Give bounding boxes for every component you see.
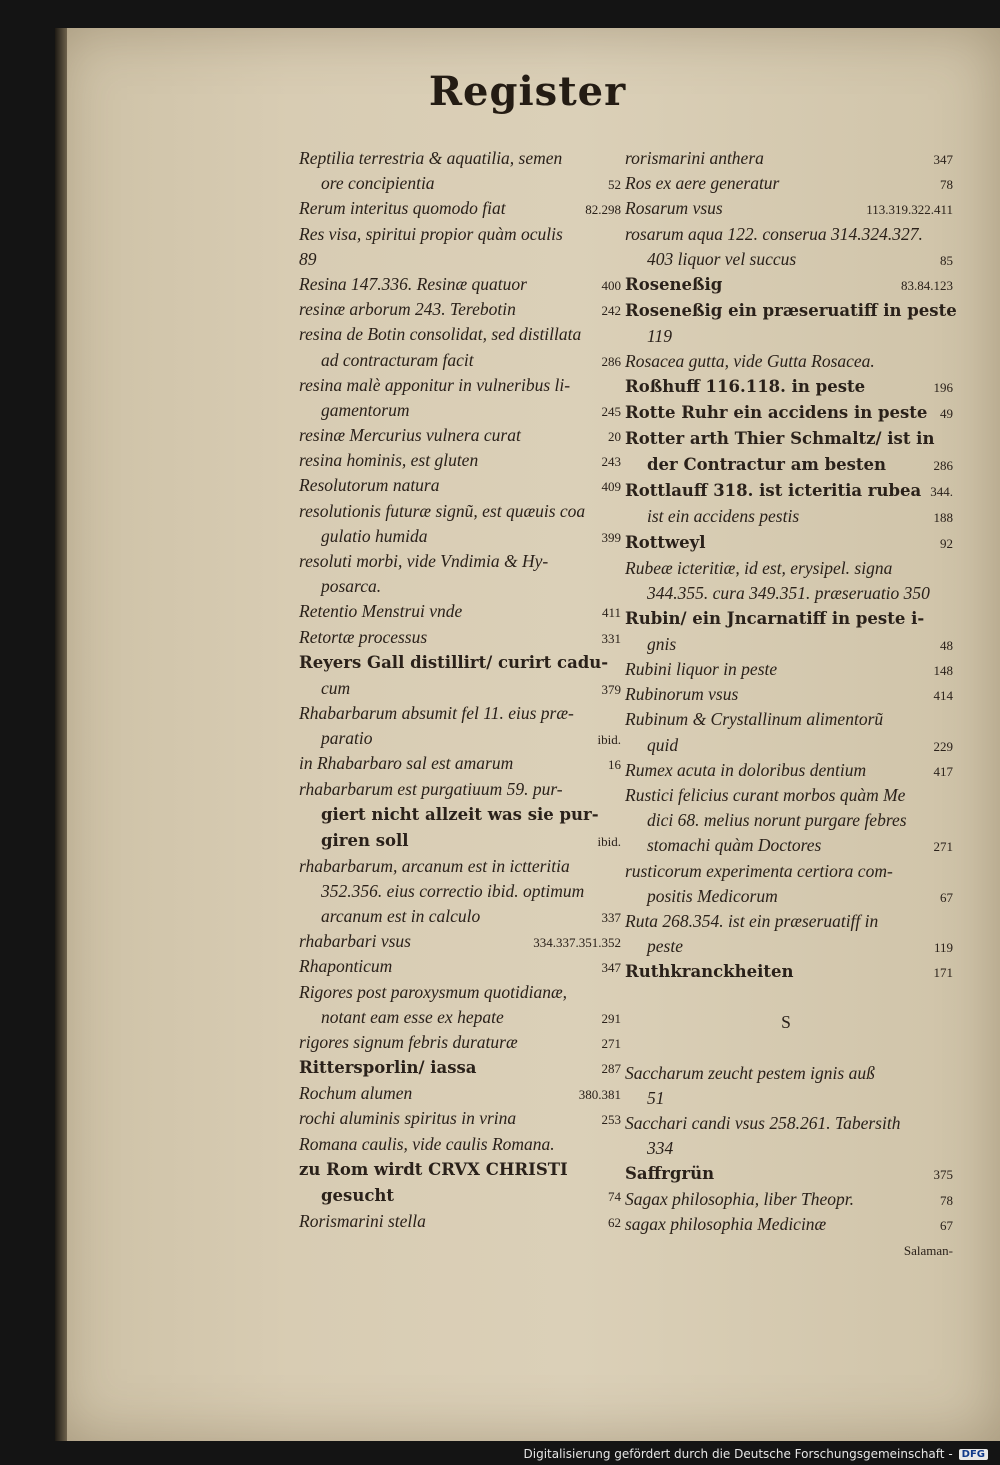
index-entry-text: Sacchari candi vsus 258.261. Tabersith: [625, 1112, 901, 1133]
index-entry-page: 67: [940, 889, 953, 905]
index-entry-text: 89: [299, 248, 317, 269]
index-column-right: [625, 146, 957, 1263]
index-entry-text: Retentio Menstrui vnde: [299, 601, 463, 622]
index-entry: [625, 682, 953, 707]
index-entry: [299, 1183, 621, 1209]
index-entry-text: 352.356. eius correctio ibid. optimum: [321, 880, 585, 901]
index-entry-page: 375: [933, 1167, 953, 1183]
index-entry-text: Rhabarbarum absumit fel 11. eius præ-: [299, 702, 574, 723]
index-entry: [625, 298, 957, 324]
index-entry: [299, 701, 621, 726]
index-entry-text: Saffrgrün: [625, 1164, 715, 1184]
index-entry-page: 337: [601, 910, 621, 926]
index-entry-page: 188: [933, 510, 953, 526]
index-entry-page: 83.84.123: [901, 277, 953, 293]
index-entry: [625, 1036, 953, 1061]
index-entry: [625, 1212, 953, 1237]
index-entry: [625, 1010, 953, 1035]
index-entry: [299, 1005, 621, 1030]
index-entry-text: zu Rom wirdt CRVX CHRISTI: [299, 1159, 568, 1179]
index-entry-page: 245: [601, 403, 621, 419]
index-column-left: [299, 146, 621, 1234]
index-entry: [625, 1086, 953, 1111]
index-entry: [299, 751, 621, 776]
index-entry-page: 400: [601, 277, 621, 293]
index-entry: [625, 452, 953, 478]
index-entry-page: 67: [940, 1218, 953, 1234]
index-entry-page: 286: [933, 458, 953, 474]
index-entry-text: gamentorum: [321, 399, 410, 420]
index-entry: [625, 400, 953, 426]
index-entry: [299, 574, 621, 599]
scanned-page: [55, 28, 1000, 1441]
index-entry-page: 271: [933, 839, 953, 855]
index-entry: [299, 196, 621, 221]
index-entry-page: 113.319.322.411: [866, 202, 953, 218]
index-entry-page: 287: [601, 1061, 621, 1077]
index-entry-text: 344.355. cura 349.351. præseruatio 350: [647, 582, 930, 603]
index-entry: [299, 1081, 621, 1106]
index-entry-page: Salaman-: [903, 1242, 953, 1258]
index-entry: [299, 954, 621, 979]
index-entry: [625, 985, 953, 1010]
index-entry: [299, 222, 621, 247]
index-entry-text: rusticorum experimenta certiora com-: [625, 860, 893, 881]
index-entry: [625, 758, 953, 783]
index-entry: [299, 625, 621, 650]
index-entry: [625, 247, 953, 272]
index-entry-text: resina malè apponitur in vulneribus li-: [299, 374, 571, 395]
index-entry: [299, 726, 621, 751]
index-entry: [299, 904, 621, 929]
index-entry-page: 82.298: [585, 202, 621, 218]
index-entry-text: Rubeæ icteritiæ, id est, erysipel. signa: [625, 557, 893, 578]
index-entry: [625, 324, 953, 349]
index-entry: [625, 504, 953, 529]
index-entry: [625, 808, 953, 833]
index-entry-text: resina hominis, est gluten: [299, 450, 479, 471]
index-entry: [299, 373, 621, 398]
index-entry-text: Rubin/ ein Jncarnatiff in peste i-: [625, 608, 925, 628]
index-entry-page: 78: [940, 1193, 953, 1209]
index-entry: [299, 1132, 621, 1157]
index-entry: [299, 473, 621, 498]
index-entry: [625, 909, 953, 934]
index-entry-page: 16: [608, 757, 621, 773]
index-entry-text: Reyers Gall distillirt/ curirt cadu-: [299, 652, 609, 672]
index-entry-text: Rorismarini stella: [299, 1210, 426, 1231]
index-entry-page: 62: [608, 1214, 621, 1230]
index-entry-text: rhabarbarum est purgatiuum 59. pur-: [299, 778, 563, 799]
index-entry-page: 196: [933, 380, 953, 396]
index-entry-text: Rubinum & Crystallinum alimentorũ: [625, 709, 884, 730]
index-entry-text: resolutionis futuræ signũ, est quæuis coa: [299, 500, 586, 521]
index-entry-text: paratio: [321, 728, 373, 749]
index-entry-text: Rosarum vsus: [625, 198, 723, 219]
index-entry-text: gesucht: [321, 1185, 394, 1205]
index-entry-text: S: [781, 1012, 791, 1033]
index-entry-text: in Rhabarbaro sal est amarum: [299, 753, 514, 774]
footer-text: Digitalisierung gefördert durch die Deutsche Forschungsgemeinschaft -: [523, 1447, 953, 1461]
index-entry-page: 52: [608, 177, 621, 193]
index-entry: [299, 146, 621, 171]
index-entry-page: 74: [608, 1188, 621, 1204]
index-entry: [625, 884, 953, 909]
index-entry: [625, 1238, 953, 1263]
index-entry: [299, 297, 621, 322]
index-entry-text: Rochum alumen: [299, 1083, 413, 1104]
index-entry-text: Retortæ processus: [299, 626, 428, 647]
index-entry: [625, 1111, 953, 1136]
index-entry-page: 148: [933, 663, 953, 679]
index-entry: [299, 676, 621, 701]
index-entry-page: 291: [601, 1010, 621, 1026]
index-entry-text: Resolutorum natura: [299, 475, 440, 496]
index-entry: [625, 581, 953, 606]
index-entry: [625, 426, 953, 452]
index-entry-page: 399: [601, 529, 621, 545]
index-entry: [299, 1030, 621, 1055]
index-entry: [299, 171, 621, 196]
index-entry-text: rorismarini anthera: [625, 148, 764, 168]
index-entry: [625, 272, 953, 298]
index-entry: [299, 348, 621, 373]
index-entry: [299, 828, 621, 854]
index-entry: [299, 802, 621, 828]
index-entry: [299, 247, 621, 272]
index-entry-text: Reptilia terrestria & aquatilia, semen: [299, 148, 563, 168]
index-entry: [625, 349, 953, 374]
index-entry-text: giert nicht allzeit was sie pur-: [321, 804, 599, 824]
index-entry: [299, 398, 621, 423]
index-entry-text: cum: [321, 677, 351, 698]
index-entry-page: 78: [940, 177, 953, 193]
index-entry-text: Ros ex aere generatur: [625, 173, 780, 194]
index-entry-text: Saccharum zeucht pestem ignis auß: [625, 1062, 875, 1083]
index-entry: [625, 196, 953, 221]
index-entry-page: ibid.: [597, 732, 621, 748]
index-entry-text: Rustici felicius curant morbos quàm Me: [625, 785, 906, 805]
index-entry-page: 119: [933, 940, 953, 956]
index-entry-text: resinæ Mercurius vulnera curat: [299, 425, 521, 446]
index-entry-text: rosarum aqua 122. conserua 314.324.327.: [625, 223, 923, 244]
index-entry-text: der Contractur am besten: [647, 455, 887, 475]
index-entry-text: stomachi quàm Doctores: [647, 835, 822, 856]
index-entry-page: 271: [601, 1036, 621, 1051]
index-entry-text: rhabarbarum, arcanum est in ictteritia: [299, 855, 570, 876]
index-entry-text: 51: [647, 1087, 665, 1108]
index-entry: [625, 733, 953, 758]
index-entry-page: 379: [601, 681, 621, 697]
digitization-footer: [524, 1447, 989, 1461]
index-entry: [625, 707, 953, 732]
index-entry: [625, 1161, 953, 1187]
index-entry-text: Ruthkranckheiten: [625, 962, 794, 982]
index-entry: [299, 524, 621, 549]
index-entry-text: giren soll: [321, 830, 409, 850]
index-entry-text: Rotter arth Thier Schmaltz/ ist in: [625, 429, 935, 449]
index-entry: [299, 599, 621, 624]
index-entry-page: 334.337.351.352: [533, 935, 621, 951]
index-entry: [299, 423, 621, 448]
index-entry: [299, 322, 621, 347]
index-entry: [299, 650, 621, 676]
index-entry-page: 417: [933, 763, 953, 779]
index-entry: [625, 1187, 953, 1212]
index-entry: [625, 530, 953, 556]
index-entry: [299, 879, 621, 904]
index-entry-text: Sagax philosophia, liber Theopr.: [625, 1189, 854, 1210]
index-entry: [625, 374, 953, 400]
index-entry-page: ibid.: [597, 833, 621, 849]
index-entry-page: 229: [933, 738, 953, 754]
index-entry: [625, 171, 953, 196]
index-entry-page: 92: [940, 535, 953, 551]
index-entry-text: rhabarbari vsus: [299, 931, 411, 952]
index-entry-page: 49: [940, 406, 953, 422]
index-entry-text: 119: [647, 325, 672, 346]
index-entry-page: 48: [940, 637, 953, 653]
index-entry-page: 243: [601, 454, 621, 470]
index-entry: [299, 854, 621, 879]
index-entry-page: 347: [933, 152, 953, 167]
index-entry-page: 347: [601, 960, 621, 976]
index-entry: [625, 657, 953, 682]
index-entry: [299, 499, 621, 524]
index-entry: [625, 146, 953, 171]
index-entry: [299, 1055, 621, 1081]
index-entry-text: arcanum est in calculo: [321, 906, 481, 927]
index-entry-text: 403 liquor vel succus: [647, 248, 797, 269]
index-entry: [625, 222, 953, 247]
index-entry-page: 85: [940, 252, 953, 268]
index-entry-text: posarca.: [321, 576, 382, 597]
index-entry-page: 411: [601, 605, 621, 621]
index-entry: [625, 859, 953, 884]
index-entry-text: peste: [647, 936, 683, 957]
index-entry-text: Rosacea gutta, vide Gutta Rosacea.: [625, 351, 875, 372]
index-entry-page: 20: [608, 429, 621, 445]
index-entry: [625, 632, 953, 657]
index-entry-page: 253: [601, 1112, 621, 1128]
index-entry-text: quid: [647, 734, 679, 755]
index-entry-page: 344.: [930, 484, 953, 500]
dfg-logo: DFG: [959, 1449, 988, 1460]
index-entry: [299, 929, 621, 954]
index-entry-text: ore concipientia: [321, 173, 435, 194]
index-entry: [299, 1157, 621, 1183]
index-entry-page: 286: [601, 353, 621, 369]
index-entry-text: Roseneßig: [625, 274, 723, 294]
index-entry-text: Rigores post paroxysmum quotidianæ,: [299, 981, 568, 1002]
index-entry-text: Rottlauff 318. ist icteritia rubea: [625, 481, 922, 501]
index-entry-text: Rumex acuta in doloribus dentium: [625, 759, 867, 780]
index-entry-text: gnis: [647, 633, 677, 654]
index-entry-text: Rotte Ruhr ein accidens in peste: [625, 403, 928, 423]
index-entry-page: 171: [933, 965, 953, 981]
index-entry-text: Roseneßig ein præseruatiff in peste: [625, 300, 957, 320]
index-entry: [625, 478, 953, 504]
index-entry: [625, 833, 953, 858]
index-entry-text: Rittersporlin/ iassa: [299, 1058, 477, 1078]
index-entry: [299, 549, 621, 574]
index-entry-text: notant eam esse ex hepate: [321, 1006, 504, 1027]
index-entry: [299, 777, 621, 802]
index-entry-text: Res visa, spiritui propior quàm oculis: [299, 223, 563, 244]
index-entry-page: 380.381: [578, 1087, 621, 1103]
index-entry-page: 242: [601, 303, 621, 319]
index-entry-text: gulatio humida: [321, 525, 428, 546]
index-entry-text: Roßhuff 116.118. in peste: [625, 377, 866, 397]
index-entry-text: dici 68. melius norunt purgare febres: [647, 810, 907, 831]
index-entry: [625, 783, 953, 808]
index-entry-text: 334: [647, 1138, 674, 1159]
index-entry-text: rigores signum febris duraturæ: [299, 1032, 518, 1052]
index-entry-text: Romana caulis, vide caulis Romana.: [299, 1133, 555, 1154]
index-entry: [299, 448, 621, 473]
index-entry-page: 331: [601, 630, 621, 646]
index-entry: [625, 606, 953, 632]
index-entry: [625, 556, 953, 581]
index-entry: [299, 1209, 621, 1234]
page-title: Register: [428, 68, 627, 115]
index-entry: [625, 1061, 953, 1086]
index-entry-page: 414: [933, 688, 953, 704]
index-entry-text: rochi aluminis spiritus in vrina: [299, 1108, 517, 1129]
index-entry: [625, 959, 953, 985]
index-entry-text: Rerum interitus quomodo fiat: [299, 198, 506, 219]
index-entry: [625, 1136, 953, 1161]
index-entry: [299, 1106, 621, 1131]
book-gutter: [55, 28, 67, 1441]
index-entry-text: ist ein accidens pestis: [647, 506, 800, 527]
index-entry: [299, 272, 621, 297]
index-entry-text: resoluti morbi, vide Vndimia & Hy-: [299, 551, 549, 571]
index-entry-text: Ruta 268.354. ist ein præseruatiff in: [625, 910, 879, 931]
index-entry-text: ad contracturam facit: [321, 349, 474, 370]
index-entry-text: sagax philosophia Medicinæ: [625, 1214, 827, 1235]
index-entry-page: 409: [601, 479, 621, 495]
index-entry-text: Rubinorum vsus: [625, 684, 739, 705]
index-entry-text: Resina 147.336. Resinæ quatuor: [299, 273, 527, 294]
index-entry-text: resina de Botin consolidat, sed distillata: [299, 324, 582, 345]
index-entry-text: Rubini liquor in peste: [625, 659, 778, 680]
index-entry: [299, 980, 621, 1005]
index-entry-text: Rottweyl: [625, 532, 706, 552]
index-entry-text: positis Medicorum: [647, 885, 778, 906]
index-entry-text: resinæ arborum 243. Terebotin: [299, 299, 516, 320]
index-entry-text: Rhaponticum: [299, 956, 393, 977]
index-entry: [625, 934, 953, 959]
